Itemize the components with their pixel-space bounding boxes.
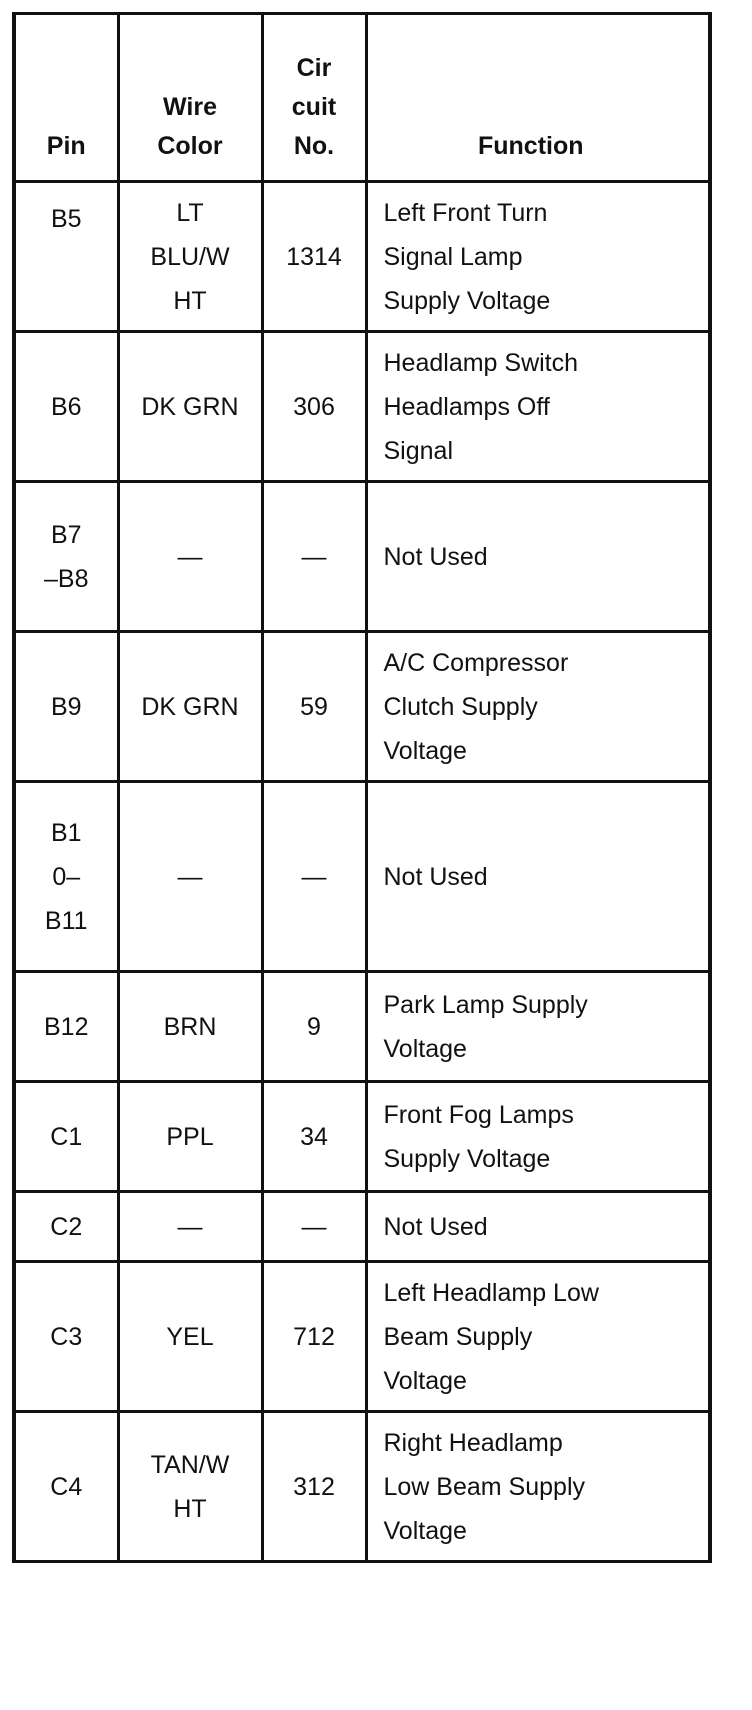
table-row <box>14 1412 710 1562</box>
connector-pinout-table <box>12 12 712 1563</box>
table-row <box>14 332 710 482</box>
circuit-cell: 1314 <box>262 182 366 332</box>
table-row <box>14 482 710 632</box>
function-cell: Not Used <box>366 482 710 632</box>
pin-cell: B12 <box>14 972 118 1082</box>
wire-color-cell: YEL <box>118 1262 262 1412</box>
function-cell: Headlamp Switch Headlamps Off Signal <box>366 332 710 482</box>
wire-color-cell: BRN <box>118 972 262 1082</box>
table-row <box>14 182 710 332</box>
wire-color-cell: PPL <box>118 1082 262 1192</box>
header-pin: Pin <box>14 14 118 182</box>
table-row <box>14 1262 710 1412</box>
wire-color-cell: — <box>118 782 262 972</box>
wire-color-cell: — <box>118 482 262 632</box>
pin-cell: B5 <box>14 182 118 332</box>
wire-color-cell: LT BLU/W HT <box>118 182 262 332</box>
function-cell: Left Headlamp Low Beam Supply Voltage <box>366 1262 710 1412</box>
header-wire-color: Wire Color <box>118 14 262 182</box>
circuit-cell: 59 <box>262 632 366 782</box>
function-cell: A/C Compressor Clutch Supply Voltage <box>366 632 710 782</box>
function-cell: Not Used <box>366 1192 710 1262</box>
circuit-cell: — <box>262 482 366 632</box>
function-cell: Front Fog Lamps Supply Voltage <box>366 1082 710 1192</box>
table-row <box>14 782 710 972</box>
pin-cell: B7 –B8 <box>14 482 118 632</box>
header-row <box>14 14 710 182</box>
circuit-cell: 9 <box>262 972 366 1082</box>
pin-cell: C4 <box>14 1412 118 1562</box>
table-row <box>14 1082 710 1192</box>
function-cell: Left Front Turn Signal Lamp Supply Voltage <box>366 182 710 332</box>
circuit-cell: 34 <box>262 1082 366 1192</box>
function-cell: Not Used <box>366 782 710 972</box>
pin-cell: B9 <box>14 632 118 782</box>
function-cell: Right Headlamp Low Beam Supply Voltage <box>366 1412 710 1562</box>
table-row <box>14 1192 710 1262</box>
circuit-cell: 306 <box>262 332 366 482</box>
pin-cell: B1 0– B11 <box>14 782 118 972</box>
pin-cell: C2 <box>14 1192 118 1262</box>
circuit-cell: 712 <box>262 1262 366 1412</box>
circuit-cell: — <box>262 782 366 972</box>
wire-color-cell: TAN/W HT <box>118 1412 262 1562</box>
header-circuit-no: Cir cuit No. <box>262 14 366 182</box>
wire-color-cell: DK GRN <box>118 332 262 482</box>
table-row <box>14 632 710 782</box>
table-row <box>14 972 710 1082</box>
circuit-cell: — <box>262 1192 366 1262</box>
header-function: Function <box>366 14 710 182</box>
wire-color-cell: — <box>118 1192 262 1262</box>
pin-cell: B6 <box>14 332 118 482</box>
pin-cell: C3 <box>14 1262 118 1412</box>
pin-cell: C1 <box>14 1082 118 1192</box>
function-cell: Park Lamp Supply Voltage <box>366 972 710 1082</box>
wire-color-cell: DK GRN <box>118 632 262 782</box>
circuit-cell: 312 <box>262 1412 366 1562</box>
